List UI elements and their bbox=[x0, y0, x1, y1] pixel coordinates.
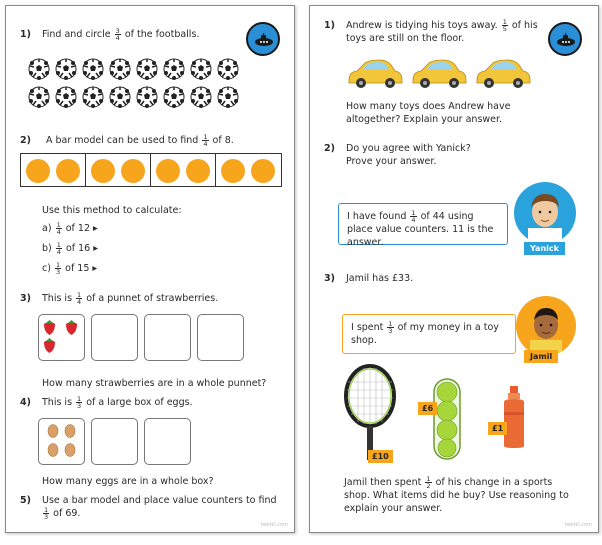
bottle-price-tag: £1 bbox=[488, 422, 507, 435]
question-text: Use a bar model and place value counters to find $\frac{1}{3}$ of 69. bbox=[42, 495, 277, 521]
football-icon bbox=[190, 58, 212, 80]
question-number: 2) bbox=[324, 143, 335, 154]
football-icon bbox=[82, 86, 104, 108]
question-number: 2) bbox=[20, 135, 31, 146]
question-number: 1) bbox=[20, 29, 31, 40]
counter bbox=[186, 159, 210, 183]
question-3-prompt: How many strawberries are in a whole punnet? bbox=[42, 378, 267, 389]
question-number: 1) bbox=[324, 20, 335, 31]
empty-box bbox=[91, 418, 138, 465]
submarine-icon bbox=[253, 33, 275, 47]
submarine-badge bbox=[246, 22, 280, 56]
football-icon bbox=[109, 86, 131, 108]
question-text: Jamil has £33. bbox=[346, 273, 414, 284]
part-a: a) $\frac{1}{4}$ of 12 ▸ bbox=[42, 221, 98, 236]
football-icon bbox=[217, 58, 239, 80]
empty-box bbox=[91, 314, 138, 361]
question-text: This is $\frac{1}{3}$ of a large box of eggs. bbox=[42, 395, 193, 410]
jamil-speech-bubble: I spent $\frac{1}{3}$ of my money in a toy shop. bbox=[342, 314, 516, 354]
strawberry-icon bbox=[39, 315, 84, 360]
punnet-quarter bbox=[38, 314, 85, 361]
football-icon bbox=[28, 86, 50, 108]
football-icon bbox=[82, 58, 104, 80]
method-instruction: Use this method to calculate: bbox=[42, 205, 182, 216]
question-number: 5) bbox=[20, 495, 31, 506]
fraction: $\frac{3}{4}$ bbox=[115, 27, 120, 42]
jamil-name-tag: Jamil bbox=[524, 350, 558, 363]
balls-price-tag: £6 bbox=[418, 402, 437, 415]
yanick-name-tag: Yanick bbox=[524, 242, 565, 255]
submarine-icon bbox=[555, 33, 577, 47]
toy-car-icon bbox=[346, 56, 404, 94]
yanick-avatar bbox=[514, 182, 576, 244]
tennis-balls-icon bbox=[432, 378, 462, 460]
question-text: This is $\frac{1}{4}$ of a punnet of strawberries. bbox=[42, 291, 219, 306]
football-icon bbox=[136, 58, 158, 80]
counter bbox=[156, 159, 180, 183]
submarine-badge bbox=[548, 22, 582, 56]
football-icon bbox=[55, 86, 77, 108]
question-3-followup: Jamil then spent $\frac{1}{2}$ of his change in a sports shop. What items did he buy? Use reasoning to explain your answer. bbox=[344, 475, 569, 514]
worksheet-left bbox=[5, 5, 295, 533]
water-bottle-icon bbox=[500, 386, 528, 448]
toy-car-icon bbox=[410, 56, 468, 94]
football-icon bbox=[136, 86, 158, 108]
jamil-avatar bbox=[516, 296, 576, 356]
bar-divider bbox=[215, 154, 216, 186]
football-icon bbox=[163, 58, 185, 80]
football-icon bbox=[163, 86, 185, 108]
part-b: b) $\frac{1}{4}$ of 16 ▸ bbox=[42, 241, 98, 256]
counter bbox=[56, 159, 80, 183]
footer-logo: twinkl.com bbox=[564, 522, 592, 528]
racket-price-tag: £10 bbox=[368, 450, 393, 463]
counter bbox=[26, 159, 50, 183]
football-icon bbox=[190, 86, 212, 108]
question-1-prompt: How many toys does Andrew have altogether? Explain your answer. bbox=[346, 101, 511, 125]
counter bbox=[121, 159, 145, 183]
question-number: 4) bbox=[20, 397, 31, 408]
yanick-speech-bubble: I have found $\frac{1}{4}$ of 44 using place value counters. 11 is the answer. bbox=[338, 203, 508, 245]
question-text: Find and circle $\frac{3}{4}$ of the footballs. bbox=[42, 27, 200, 42]
bar-divider bbox=[150, 154, 151, 186]
counter bbox=[91, 159, 115, 183]
football-icon bbox=[109, 58, 131, 80]
worksheet-right bbox=[309, 5, 599, 533]
question-4-prompt: How many eggs are in a whole box? bbox=[42, 476, 214, 487]
counter bbox=[221, 159, 245, 183]
footer-logo: twinkl.com bbox=[260, 522, 288, 528]
football-icon bbox=[28, 58, 50, 80]
empty-box bbox=[144, 314, 191, 361]
question-number: 3) bbox=[324, 273, 335, 284]
counter bbox=[251, 159, 275, 183]
empty-box bbox=[144, 418, 191, 465]
part-c: c) $\frac{1}{3}$ of 15 ▸ bbox=[42, 261, 98, 276]
bar-model bbox=[20, 153, 282, 187]
bar-divider bbox=[85, 154, 86, 186]
football-icon bbox=[55, 58, 77, 80]
egg-box-third bbox=[38, 418, 85, 465]
question-number: 3) bbox=[20, 293, 31, 304]
question-text: Andrew is tidying his toys away. $\frac{1}{5}$ of his toys are still on the floor. bbox=[346, 18, 538, 44]
empty-box bbox=[197, 314, 244, 361]
question-text: Do you agree with Yanick? Prove your answer. bbox=[346, 143, 471, 167]
egg-icon bbox=[39, 419, 84, 464]
fraction: $\frac{1}{4}$ bbox=[203, 133, 208, 148]
question-text: A bar model can be used to find $\frac{1}{4}$ of 8. bbox=[46, 133, 234, 148]
football-icon bbox=[217, 86, 239, 108]
toy-car-icon bbox=[474, 56, 532, 94]
